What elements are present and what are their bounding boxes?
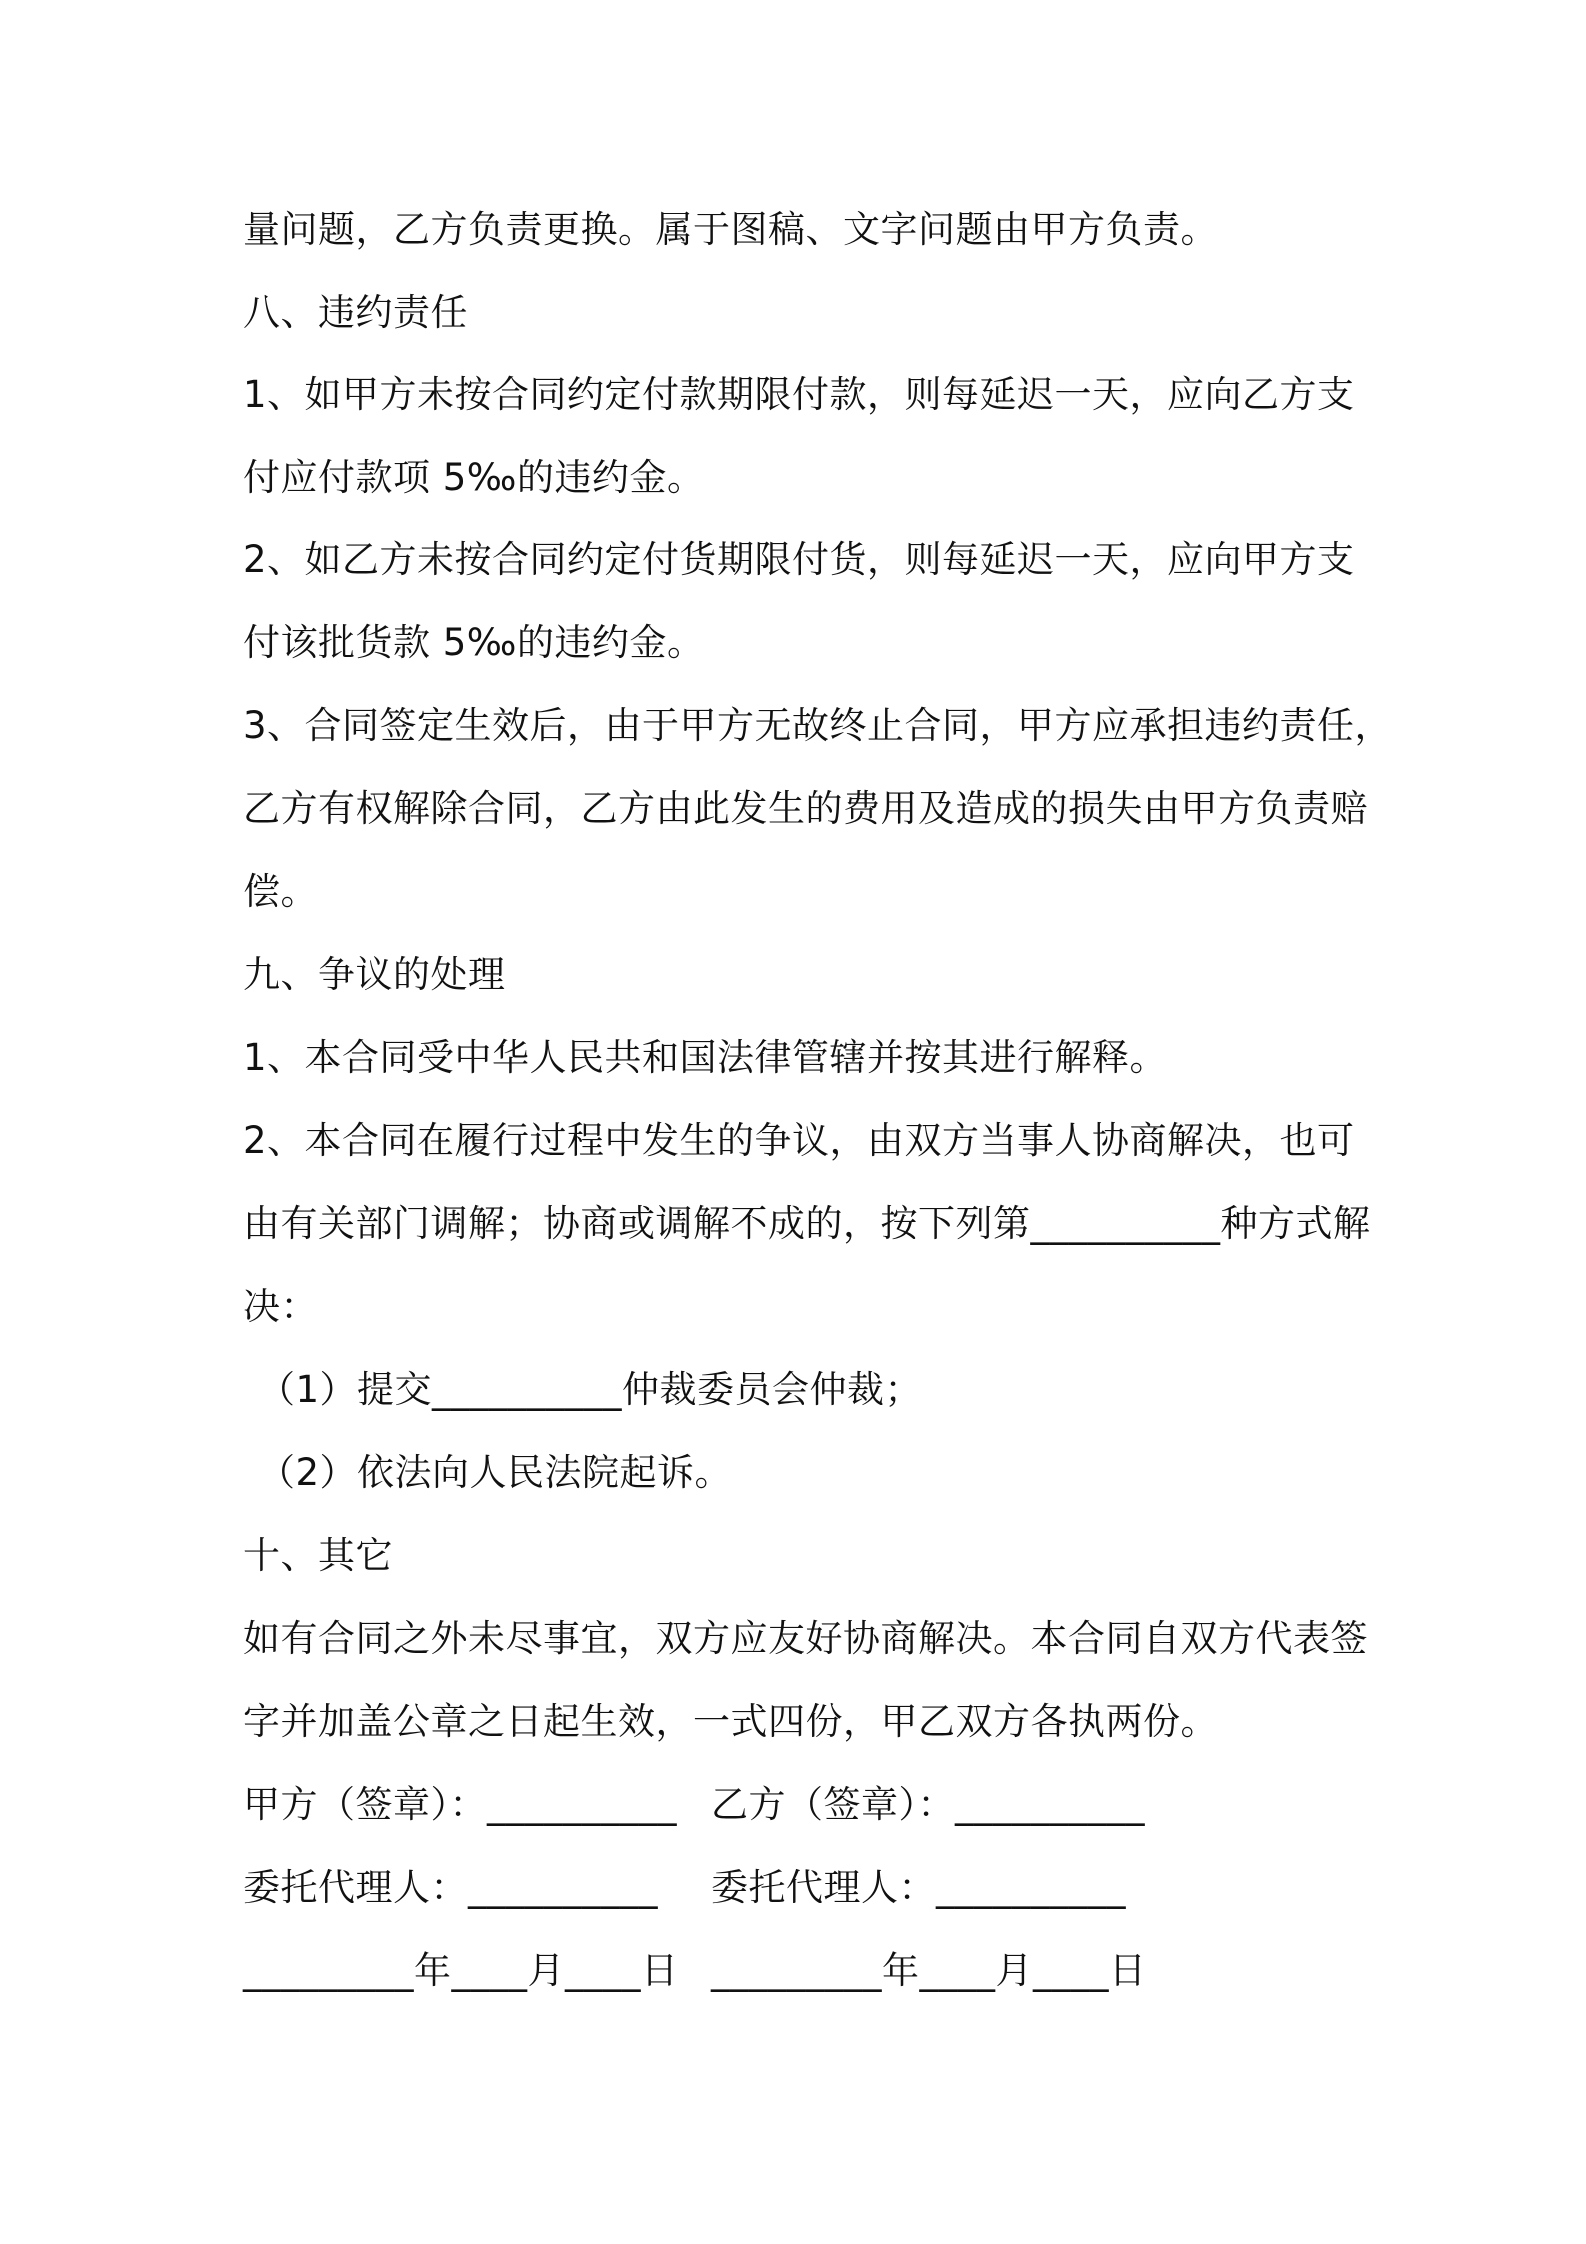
party-b-agent-field: 委托代理人：__________ (711, 1866, 1126, 1909)
text-line-dispute-1: 1、本合同受中华人民共和国法律管辖并按其进行解释。 (243, 1036, 1168, 1079)
party-b-seal-field: 乙方（签章）：__________ (711, 1783, 1145, 1826)
section-heading-breach-liability: 八、违约责任 (243, 291, 468, 334)
text-line-dispute-2b: 由有关部门调解；协商或调解不成的，按下列第__________种方式解 (243, 1202, 1371, 1245)
text-line-breach-1a: 1、如甲方未按合同约定付款期限付款，则每延迟一天，应向乙方支 (243, 373, 1355, 416)
party-a-date-field: _________年____月____日 (243, 1949, 679, 1992)
text-line-dispute-2a: 2、本合同在履行过程中发生的争议，由双方当事人协商解决，也可 (243, 1119, 1355, 1162)
party-b-date-field: _________年____月____日 (711, 1949, 1147, 1992)
section-heading-dispute: 九、争议的处理 (243, 953, 506, 996)
text-line-breach-3c: 偿。 (243, 870, 318, 913)
text-line-breach-2a: 2、如乙方未按合同约定付货期限付货，则每延迟一天，应向甲方支 (243, 538, 1355, 581)
party-a-seal-field: 甲方（签章）：__________ (243, 1783, 677, 1826)
text-line-option-1: （1）提交__________仲裁委员会仲裁； (258, 1368, 923, 1411)
section-heading-other: 十、其它 (243, 1534, 393, 1577)
text-line-other-a: 如有合同之外未尽事宜，双方应友好协商解决。本合同自双方代表签 (243, 1617, 1368, 1660)
text-line-breach-3a: 3、合同签定生效后，由于甲方无故终止合同，甲方应承担违约责任， (243, 704, 1393, 747)
text-line-other-b: 字并加盖公章之日起生效，一式四份，甲乙双方各执两份。 (243, 1700, 1218, 1743)
party-a-agent-field: 委托代理人：__________ (243, 1866, 658, 1909)
text-line-option-2: （2）依法向人民法院起诉。 (258, 1451, 733, 1494)
text-line-breach-1b: 付应付款项 5‰的违约金。 (243, 456, 705, 499)
text-line-breach-2b: 付该批货款 5‰的违约金。 (243, 621, 705, 664)
text-line-breach-3b: 乙方有权解除合同，乙方由此发生的费用及造成的损失由甲方负责赔 (243, 787, 1368, 830)
text-line-1: 量问题，乙方负责更换。属于图稿、文字问题由甲方负责。 (243, 208, 1218, 251)
text-line-dispute-2c: 决： (243, 1285, 318, 1328)
